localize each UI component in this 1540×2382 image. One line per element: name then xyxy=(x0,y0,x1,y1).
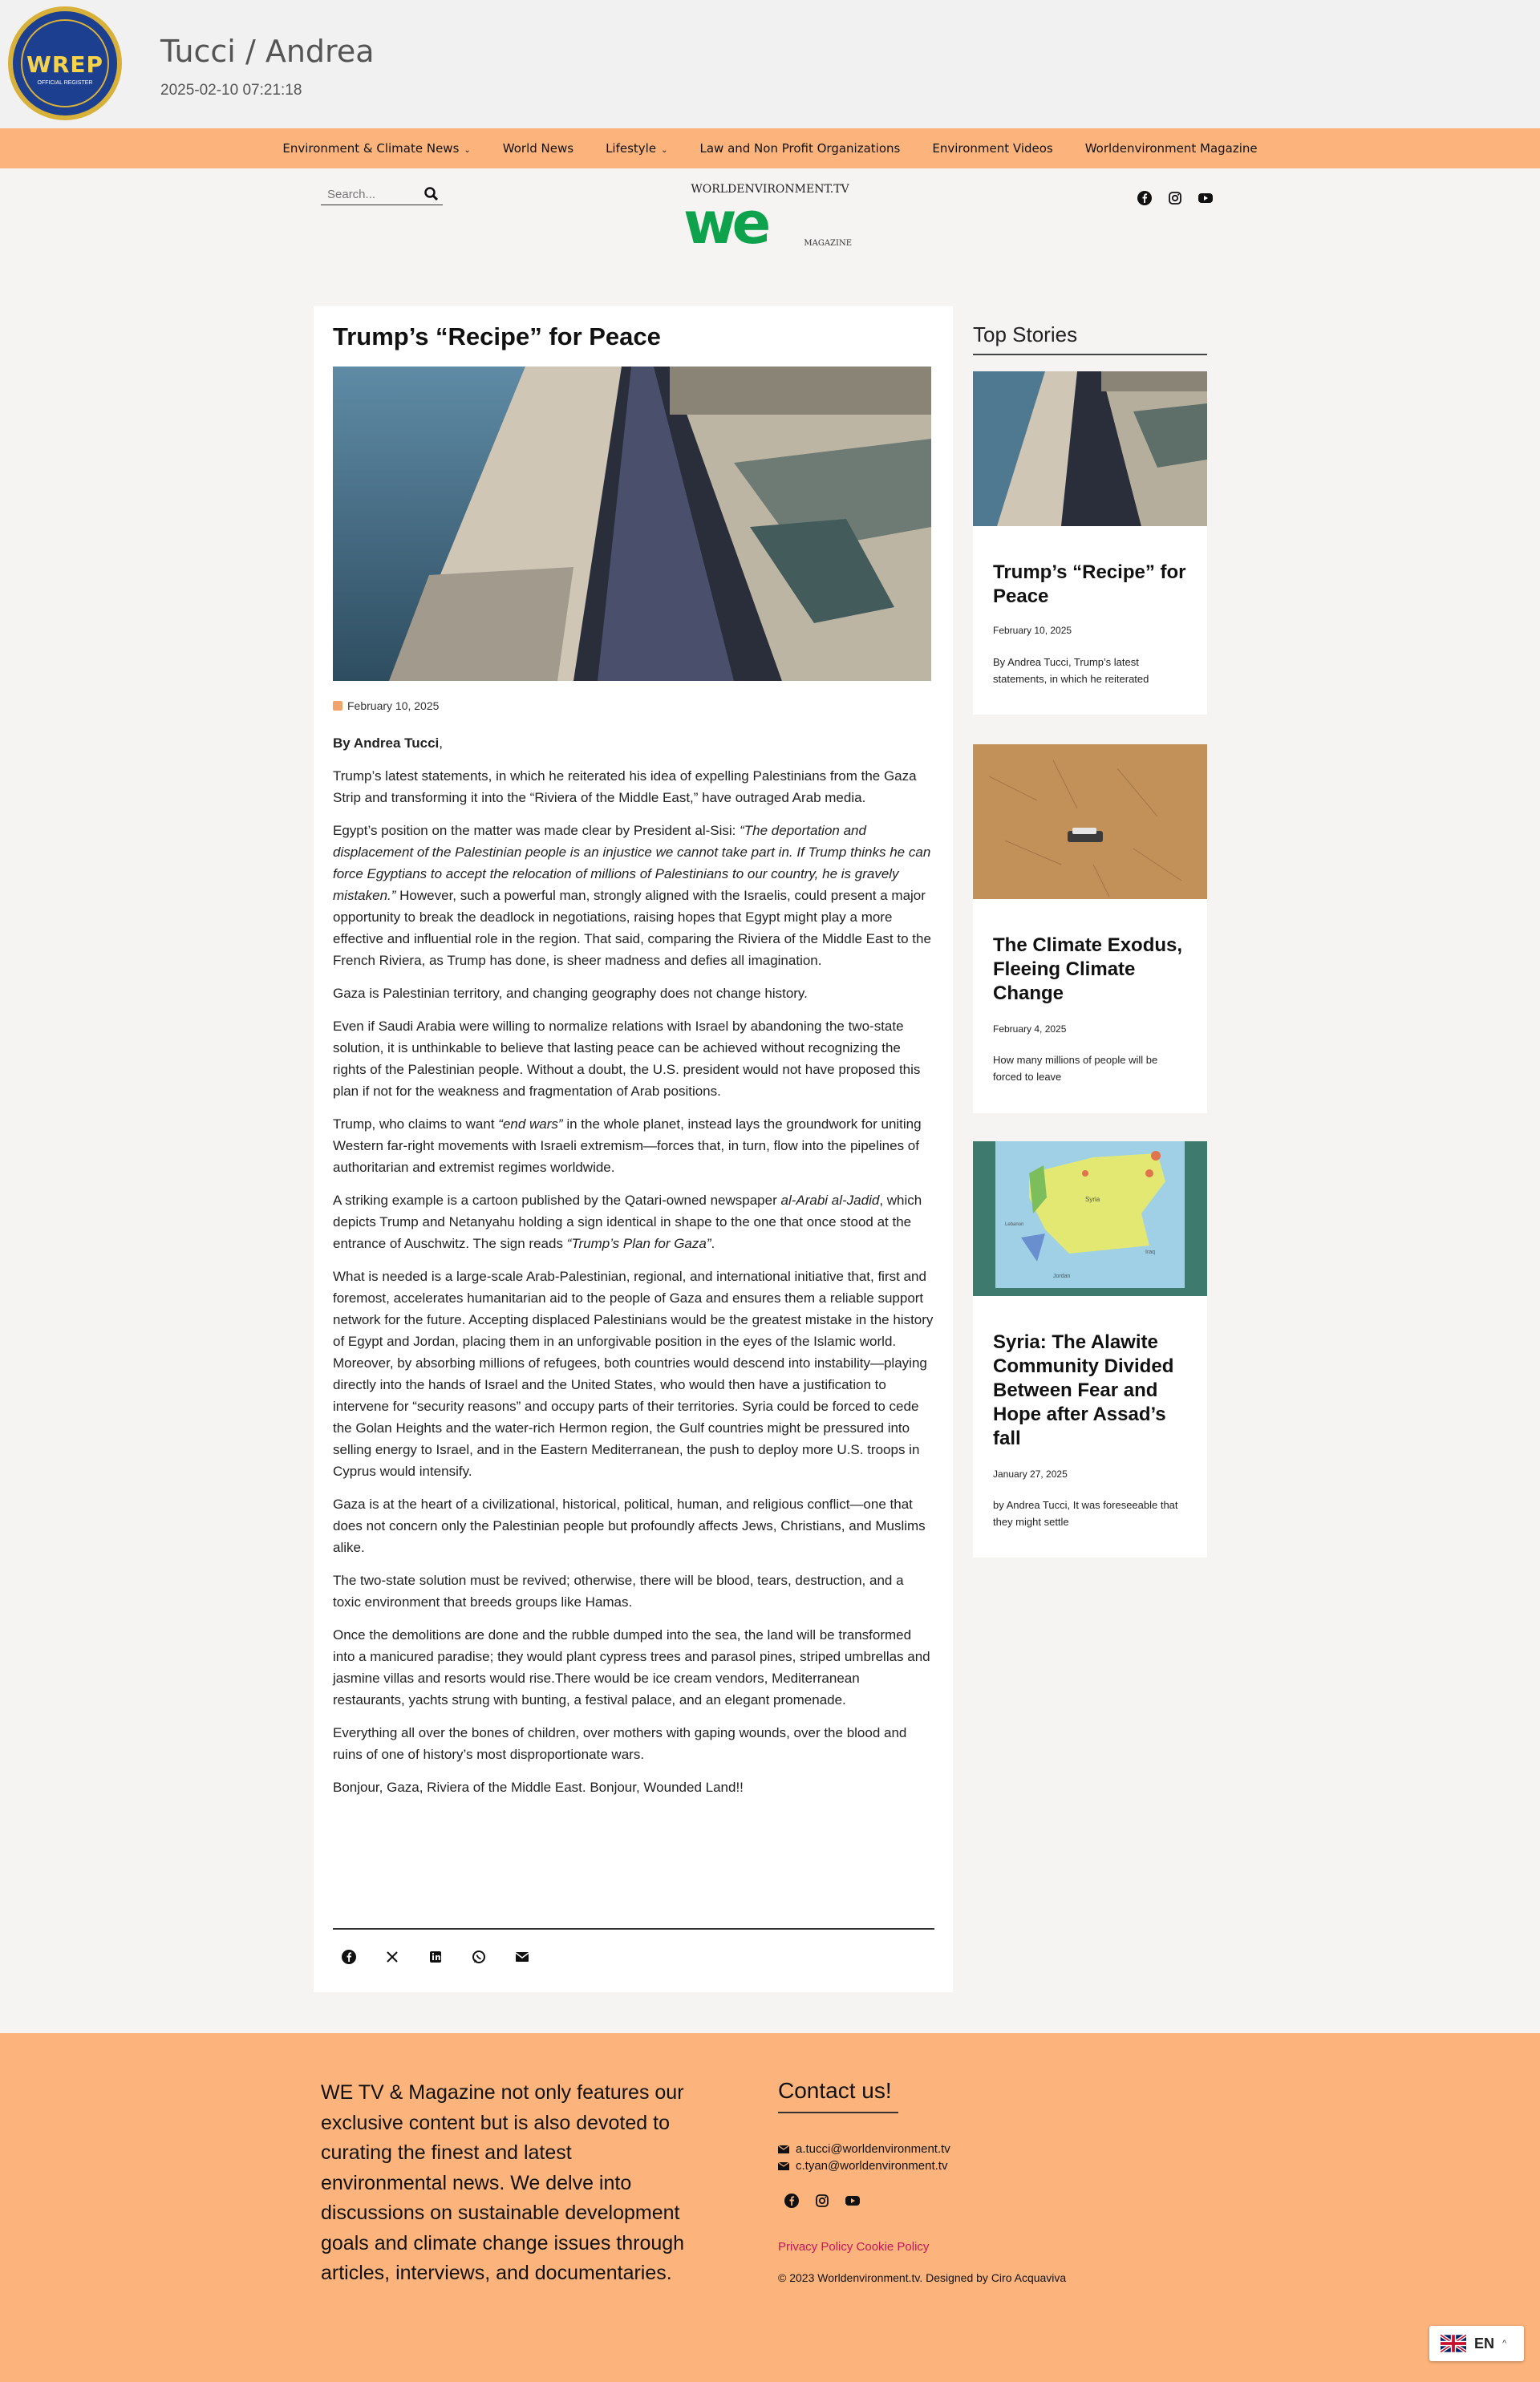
search-input[interactable] xyxy=(327,186,417,202)
footer-socials xyxy=(783,2192,861,2210)
map-label-iraq: Iraq xyxy=(1145,1250,1156,1255)
map-label-syria: Syria xyxy=(1085,1196,1100,1203)
article-hero-image xyxy=(333,367,931,681)
wrep-badge-logo[interactable] xyxy=(8,6,122,120)
search-box xyxy=(321,184,443,205)
article-card xyxy=(314,306,953,1992)
share-buttons xyxy=(341,1949,530,1965)
article-title: Trump’s “Recipe” for Peace xyxy=(333,322,661,350)
email-icon[interactable] xyxy=(514,1949,530,1965)
whatsapp-icon[interactable] xyxy=(471,1949,487,1965)
uk-flag-icon xyxy=(1441,2335,1466,2352)
story-title[interactable]: Trump’s “Recipe” for Peace xyxy=(993,561,1186,607)
privacy-policy-link[interactable]: Privacy Policy xyxy=(778,2240,853,2254)
story-card[interactable] xyxy=(973,371,1207,715)
paragraph xyxy=(333,1113,934,1178)
map-label-jordan: Jordan xyxy=(1053,1274,1071,1279)
youtube-icon[interactable] xyxy=(1197,189,1214,207)
article-body xyxy=(333,732,934,1809)
paragraph: The two-state solution must be revived; otherwise, there will be blood, tears, destruction, and a toxic environment that breeds groups like Hamas. xyxy=(333,1573,904,1610)
instagram-icon[interactable] xyxy=(813,2192,831,2210)
story-card[interactable] xyxy=(973,1141,1207,1558)
contact-email[interactable] xyxy=(778,2142,950,2156)
badge-subtext: OFFICIAL REGISTER xyxy=(37,80,93,86)
nav-label: Worldenvironment Magazine xyxy=(1084,141,1258,156)
nav-item-world-news[interactable] xyxy=(503,141,573,156)
x-icon[interactable] xyxy=(384,1949,400,1965)
site-logo[interactable] xyxy=(683,183,857,257)
story-thumbnail xyxy=(973,744,1207,899)
story-date: February 10, 2025 xyxy=(993,625,1072,636)
paragraph: Gaza is at the heart of a civilizational, historical, political, human, and religious conflict—one that does not concern only the Palestinian people but profoundly affects Jews, Christians, and Muslims alike. xyxy=(333,1497,926,1555)
byline-paragraph xyxy=(333,732,934,754)
author-header xyxy=(0,0,1540,128)
sidebar-title: Top Stories xyxy=(973,322,1078,346)
nav-item-lifestyle[interactable] xyxy=(606,141,667,156)
youtube-icon[interactable] xyxy=(844,2192,861,2210)
search-icon[interactable] xyxy=(424,186,440,202)
chevron-down-icon: ⌄ xyxy=(464,146,471,155)
paragraph xyxy=(333,1189,934,1254)
email-address[interactable]: a.tucci@worldenvironment.tv xyxy=(796,2142,950,2156)
email-icon xyxy=(778,2145,789,2153)
paragraph-text: A striking example is a cartoon published by the Qatari-owned newspaper xyxy=(333,1193,781,1208)
sidebar-divider xyxy=(973,354,1207,355)
contact-email[interactable] xyxy=(778,2159,947,2173)
quote-text: “The deportation and displacement of the Palestinian people is an injustice we cannot take part in. If Trump thinks he can force Egyptians to accept the relocation of millions of Palestinians to our country, he is gravely mistaken.” xyxy=(333,823,931,903)
nav-item-law-nonprofit[interactable] xyxy=(699,141,900,156)
nav-label: World News xyxy=(502,141,574,156)
logo-we-text: we xyxy=(683,189,767,257)
paragraph-text: . xyxy=(711,1236,715,1251)
byline-suffix: , xyxy=(439,735,443,751)
paragraph: What is needed is a large-scale Arab-Palestinian, regional, and international initiative that, first and foremost, accelerates humanitarian aid to the people of Gaza and ensures them a reliable support network for the future. Accepting displaced Palestinians would be the greatest mistake in the history of Egypt and Jordan, placing them in an unforgivable position in the eyes of the Islamic world. Moreover, by absorbing millions of refugees, both countries would descend into instability—playing directly into the hands of Israel and the United States, who would then have a justification to intervene for “security reasons” and occupy parts of their territories. Syria could be forced to cede the Golan Heights and the water-rich Hermon region, the Gulf countries might be pressured into selling energy to Israel, and in the Eastern Mediterranean, the push to deploy more U.S. troops in Cyprus would intensify. xyxy=(333,1269,934,1479)
paragraph: Even if Saudi Arabia were willing to normalize relations with Israel by abandoning the two-state solution, it is unthinkable to believe that lasting peace can be achieved without recognizing the rights of the Palestinian people. Without a doubt, the U.S. president would not have proposed this plan if not for the weakness and fragmentation of Arab positions. xyxy=(333,1019,921,1099)
story-date: January 27, 2025 xyxy=(993,1468,1068,1480)
story-title[interactable]: The Climate Exodus, Fleeing Climate Change xyxy=(993,934,1183,1004)
footer-about-text: WE TV & Magazine not only features our exclusive content but is also devoted to curating the finest and latest environmental news. We delve into discussions on sustainable development goals and climate change issues through articles, interviews, and documentaries. xyxy=(321,2081,685,2284)
story-date: February 4, 2025 xyxy=(993,1023,1067,1035)
contact-divider xyxy=(778,2112,898,2113)
site-footer xyxy=(0,2033,1540,2382)
paragraph: Once the demolitions are done and the rubble dumped into the sea, the land will be transformed into a manicured paradise; they would plant cypress trees and parasol pines, striped umbrellas and jasmine villas and resorts would rise.There would be ice cream vendors, Mediterranean restaurants, yachts strung with bunting, a festival palace, and an elegant promenade. xyxy=(333,1627,930,1708)
story-excerpt: by Andrea Tucci, It was foreseeable that they might settle xyxy=(993,1499,1178,1528)
quote-text: “end wars” xyxy=(498,1116,563,1132)
nav-item-environment-videos[interactable] xyxy=(932,141,1052,156)
header-socials xyxy=(1136,189,1214,207)
facebook-icon[interactable] xyxy=(783,2192,800,2210)
nav-label: Environment Videos xyxy=(932,141,1053,156)
article-date: February 10, 2025 xyxy=(347,699,440,712)
story-thumbnail xyxy=(973,371,1207,526)
nav-label: Law and Non Profit Organizations xyxy=(699,141,901,156)
linkedin-icon[interactable] xyxy=(428,1949,444,1965)
cookie-policy-link[interactable]: Cookie Policy xyxy=(856,2240,930,2254)
paragraph: Bonjour, Gaza, Riviera of the Middle East. Bonjour, Wounded Land!! xyxy=(333,1780,744,1795)
calendar-icon xyxy=(333,701,342,711)
paragraph-text: However, such a powerful man, strongly aligned with the Israelis, could present a major opportunity to break the deadlock in negotiations, raising hopes that Egypt might play a more effective and influential role in the region. That said, comparing the Riviera of the Middle East to the French Riviera, as Trump has done, is sheer madness and defies all imagination. xyxy=(333,888,931,968)
facebook-icon[interactable] xyxy=(1136,189,1153,207)
facebook-icon[interactable] xyxy=(341,1949,357,1965)
story-card[interactable] xyxy=(973,744,1207,1113)
map-label-lebanon: Lebanon xyxy=(1005,1222,1024,1227)
chevron-down-icon: ⌄ xyxy=(661,146,668,155)
story-thumbnail xyxy=(973,1141,1207,1296)
language-code: EN xyxy=(1474,2335,1495,2352)
language-switcher[interactable] xyxy=(1429,2326,1524,2361)
paragraph: Everything all over the bones of children, over mothers with gaping wounds, over the blood and ruins of one of history’s most disproportionate wars. xyxy=(333,1725,907,1762)
share-divider xyxy=(333,1928,934,1930)
story-title[interactable]: Syria: The Alawite Community Divided Between Fear and Hope after Assad’s fall xyxy=(993,1331,1174,1449)
logo-magazine-text: MAGAZINE xyxy=(804,239,852,248)
nav-item-magazine[interactable] xyxy=(1085,141,1258,156)
paragraph: Gaza is Palestinian territory, and changing geography does not change history. xyxy=(333,986,808,1001)
paragraph: Trump’s latest statements, in which he reiterated his idea of expelling Palestinians from the Gaza Strip and transforming it into the “Riviera of the Middle East,” have outraged Arab media. xyxy=(333,768,917,805)
paragraph xyxy=(333,820,934,971)
nav-label: Lifestyle xyxy=(606,141,657,156)
instagram-icon[interactable] xyxy=(1166,189,1184,207)
logo-top-text: WORLDENVIRONMENT.TV xyxy=(691,183,849,196)
badge-text: WREP xyxy=(26,51,104,78)
story-excerpt: By Andrea Tucci, Trump’s latest statements, in which he reiterated xyxy=(993,656,1149,685)
byline: By Andrea Tucci xyxy=(333,735,440,751)
article-meta xyxy=(333,699,439,712)
nav-item-environment-climate-news[interactable] xyxy=(282,141,470,156)
paragraph-text: in the whole planet, instead lays the groundwork for uniting Western far-right movements with Israeli extremism—forces that, in turn, flow into the pipelines of authoritarian and extremist regimes worldwide. xyxy=(333,1116,922,1175)
footer-policy-links xyxy=(778,2240,929,2254)
main-nav xyxy=(0,128,1540,168)
contact-title: Contact us! xyxy=(778,2078,892,2103)
author-title: Tucci / Andrea xyxy=(160,34,375,69)
paragraph-text: , which depicts Trump and Netanyahu holding a sign identical in shape to the one that once stood at the entrance of Auschwitz. The sign reads xyxy=(333,1193,922,1251)
email-icon xyxy=(778,2162,789,2170)
email-address[interactable]: c.tyan@worldenvironment.tv xyxy=(796,2159,948,2173)
nav-label: Environment & Climate News xyxy=(282,141,460,156)
quote-text: “Trump’s Plan for Gaza” xyxy=(566,1236,711,1251)
newspaper-name: al-Arabi al-Jadid xyxy=(780,1193,880,1208)
author-datetime: 2025-02-10 07:21:18 xyxy=(160,82,302,99)
copyright: © 2023 Worldenvironment.tv. Designed by Ciro Acquaviva xyxy=(778,2271,1067,2284)
paragraph-text: Trump, who claims to want xyxy=(333,1116,499,1132)
story-excerpt: How many millions of people will be forced to leave xyxy=(993,1054,1158,1083)
paragraph-text: Egypt’s position on the matter was made clear by President al-Sisi: xyxy=(333,823,740,838)
chevron-up-icon: ^ xyxy=(1502,2339,1507,2348)
